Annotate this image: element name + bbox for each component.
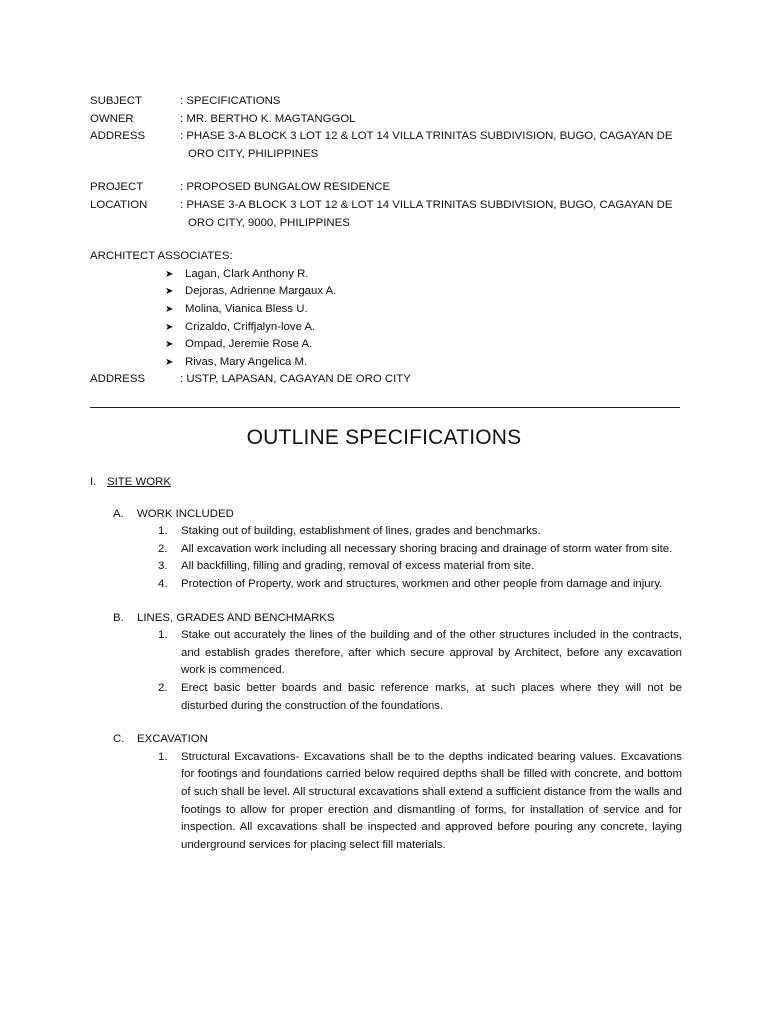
location-row: [90, 197, 690, 232]
list-item: 1. Staking out of building, establishment of lines, grades and benchmarks.: [158, 525, 541, 538]
architect-address-value: : USTP, LAPASAN, CAGAYAN DE ORO CITY: [180, 373, 411, 386]
subsection-heading-a: [90, 506, 682, 524]
document-header: [90, 93, 690, 389]
arrow-bullet-icon: ➤: [165, 286, 174, 298]
subsection-letter: C.: [113, 733, 125, 746]
list-item: ➤ Molina, Vianica Bless U.: [90, 301, 690, 319]
subsection-title: WORK INCLUDED: [137, 507, 234, 520]
location-value-line2: ORO CITY, 9000, PHILIPPINES: [188, 216, 350, 229]
arrow-bullet-icon: ➤: [165, 356, 174, 368]
project-label: PROJECT: [90, 181, 144, 194]
document-title: OUTLINE SPECIFICATIONS: [246, 426, 522, 449]
specifications-body: [90, 474, 682, 854]
section-title: SITE WORK: [107, 476, 171, 488]
subsection-letter: A.: [113, 507, 124, 520]
architect-address-row: [90, 371, 690, 389]
subsection-heading-c: [90, 731, 682, 749]
subsection-c-items: [90, 749, 682, 855]
address-value: [180, 128, 690, 163]
location-label: LOCATION: [90, 198, 148, 211]
owner-value: : MR. BERTHO K. MAGTANGGOL: [180, 112, 356, 125]
architect-address-label: ADDRESS: [90, 373, 146, 386]
address-value-line1: : PHASE 3-A BLOCK 3 LOT 12 & LOT 14 VILLA TRINITAS SUBDIVISION, BUGO, CAGAYAN DE: [180, 130, 673, 143]
arrow-bullet-icon: ➤: [165, 268, 174, 280]
subsection-letter: B.: [113, 611, 124, 624]
owner-row: [90, 111, 690, 129]
associates-list: [90, 266, 690, 372]
list-item: ➤ Rivas, Mary Angelica M.: [90, 354, 690, 372]
location-value: [180, 197, 690, 232]
list-item: ➤ Crizaldo, Criffjalyn-love A.: [90, 319, 690, 337]
list-item: 1. Stake out accurately the lines of the building and of the other structures included in the contracts, and establish grades therefore, after which secure approval by Architect, before any excavation work is commenced.: [158, 629, 682, 677]
subsection-heading-b: [90, 610, 682, 628]
subsection-title: EXCAVATION: [137, 733, 208, 746]
associates-heading: ARCHITECT ASSOCIATES:: [90, 250, 233, 263]
list-item: ➤ Dejoras, Adrienne Margaux A.: [90, 283, 690, 301]
address-value-line2: ORO CITY, PHILIPPINES: [188, 147, 319, 160]
arrow-bullet-icon: ➤: [165, 339, 174, 351]
horizontal-divider: [90, 407, 680, 408]
subject-row: [90, 93, 690, 111]
project-row: [90, 179, 690, 197]
list-item: 4. Protection of Property, work and structures, workmen and other people from damage and injury.: [158, 577, 663, 590]
list-item: 3. All backfilling, filling and grading, removal of excess material from site.: [158, 560, 535, 573]
subsection-a-items: [90, 523, 682, 593]
arrow-bullet-icon: ➤: [165, 321, 174, 333]
subject-value: : SPECIFICATIONS: [180, 95, 281, 107]
list-item: ➤ Ompad, Jeremie Rose A.: [90, 336, 690, 354]
list-item: 1. Structural Excavations- Excavations shall be to the depths indicated bearing values. Excavations for footings and foundations carried below required depths shall be filled with concrete, and bottom of such shall be level. All structural excavations shall extend a sufficient distance from the walls and footings to allow for proper erection and dismantling of forms, for installation of service and for inspection. All excavations shall be inspected and approved before pouring any concrete, laying underground services for placing select fill materials.: [158, 750, 682, 851]
section-heading: [90, 474, 682, 492]
arrow-bullet-icon: ➤: [165, 303, 174, 315]
list-item: ➤ Lagan, Clark Anthony R.: [90, 266, 690, 284]
address-label: ADDRESS: [90, 130, 146, 143]
section-number: I.: [90, 476, 97, 488]
address-row: [90, 128, 690, 163]
subsection-title: LINES, GRADES AND BENCHMARKS: [137, 611, 335, 624]
location-value-line1: : PHASE 3-A BLOCK 3 LOT 12 & LOT 14 VILLA TRINITAS SUBDIVISION, BUGO, CAGAYAN DE: [180, 198, 673, 211]
list-item: 2. All excavation work including all necessary shoring bracing and drainage of storm water from site.: [158, 542, 673, 555]
list-item: 2. Erect basic better boards and basic reference marks, at such places where they will not be disturbed during the construction of the foundations.: [158, 681, 682, 712]
subject-label: SUBJECT: [90, 95, 142, 107]
owner-label: OWNER: [90, 112, 134, 125]
subsection-b-items: [90, 627, 682, 715]
project-value: : PROPOSED BUNGALOW RESIDENCE: [180, 181, 391, 194]
